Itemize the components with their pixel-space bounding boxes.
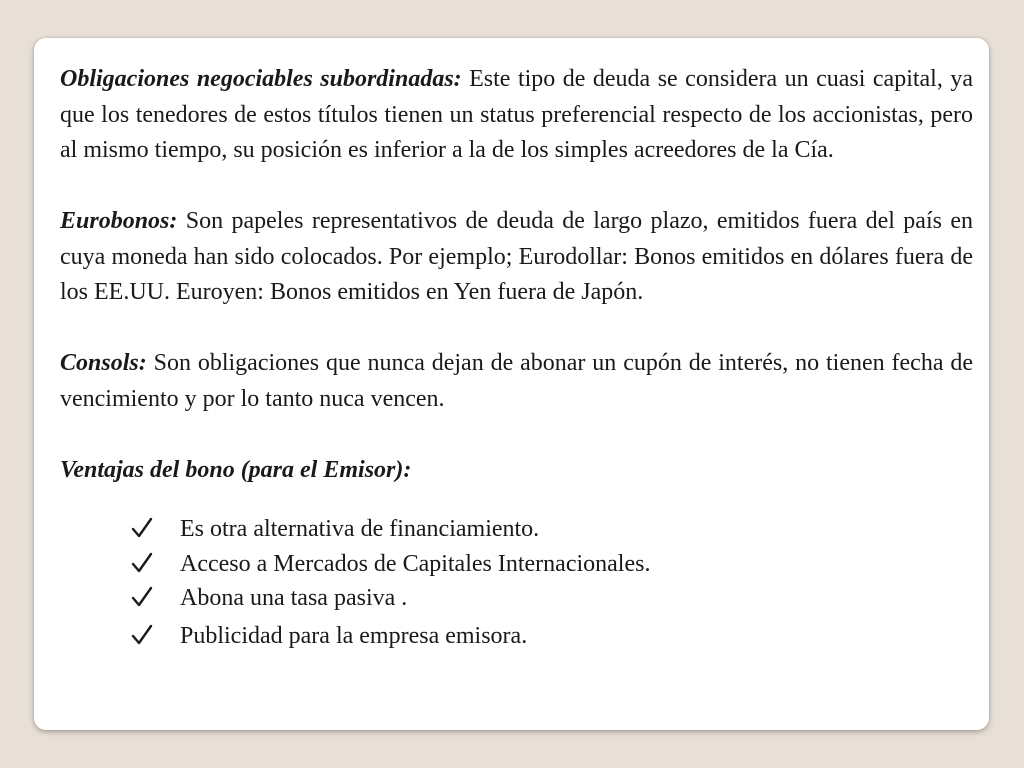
list-item [130,619,973,654]
checkmark-icon [130,619,154,653]
advantages-list [60,512,973,653]
list-item [130,512,973,547]
advantage-text: Acceso a Mercados de Capitales Internacionales. [180,550,651,577]
slide-content [60,62,973,653]
advantage-text: Abona una tasa pasiva . [180,585,408,611]
list-item [130,581,973,616]
term-consols: Consols: [60,350,147,376]
term-obligaciones: Obligaciones negociables subordinadas: [60,66,462,92]
term-eurobonos: Eurobonos: [60,208,178,234]
advantage-text: Es otra alternativa de financiamiento. [180,516,540,542]
checkmark-icon [130,512,154,546]
list-item [130,547,973,582]
paragraph-consols [60,346,973,417]
definition-eurobonos: Son papeles representativos de deuda de largo plazo, emitidos fuera del país en cuya moneda han sido colocados. Por ejemplo; Eurodollar: Bonos emitidos en dólares fuera de los EE.UU. Euroyen: Bonos emitidos en Yen fuera de Japón. [60,208,974,305]
definition-obligaciones: Este tipo de deuda se considera un cuasi capital, ya que los tenedores de estos títulos tienen un status preferencial respecto de los accionistas, pero al mismo tiempo, su posición es inferior a la de los simples acreedores de la Cía. [60,66,973,163]
paragraph-obligaciones [60,62,973,169]
checkmark-icon [130,581,154,615]
advantages-heading: Ventajas del bono (para el Emisor): [60,456,412,483]
paragraph-eurobonos [60,204,973,311]
definition-consols: Son obligaciones que nunca dejan de abonar un cupón de interés, no tienen fecha de vencimiento y por lo tanto nuca vencen. [60,350,974,412]
advantage-text: Publicidad para la empresa emisora. [180,622,528,649]
checkmark-icon [130,547,154,581]
